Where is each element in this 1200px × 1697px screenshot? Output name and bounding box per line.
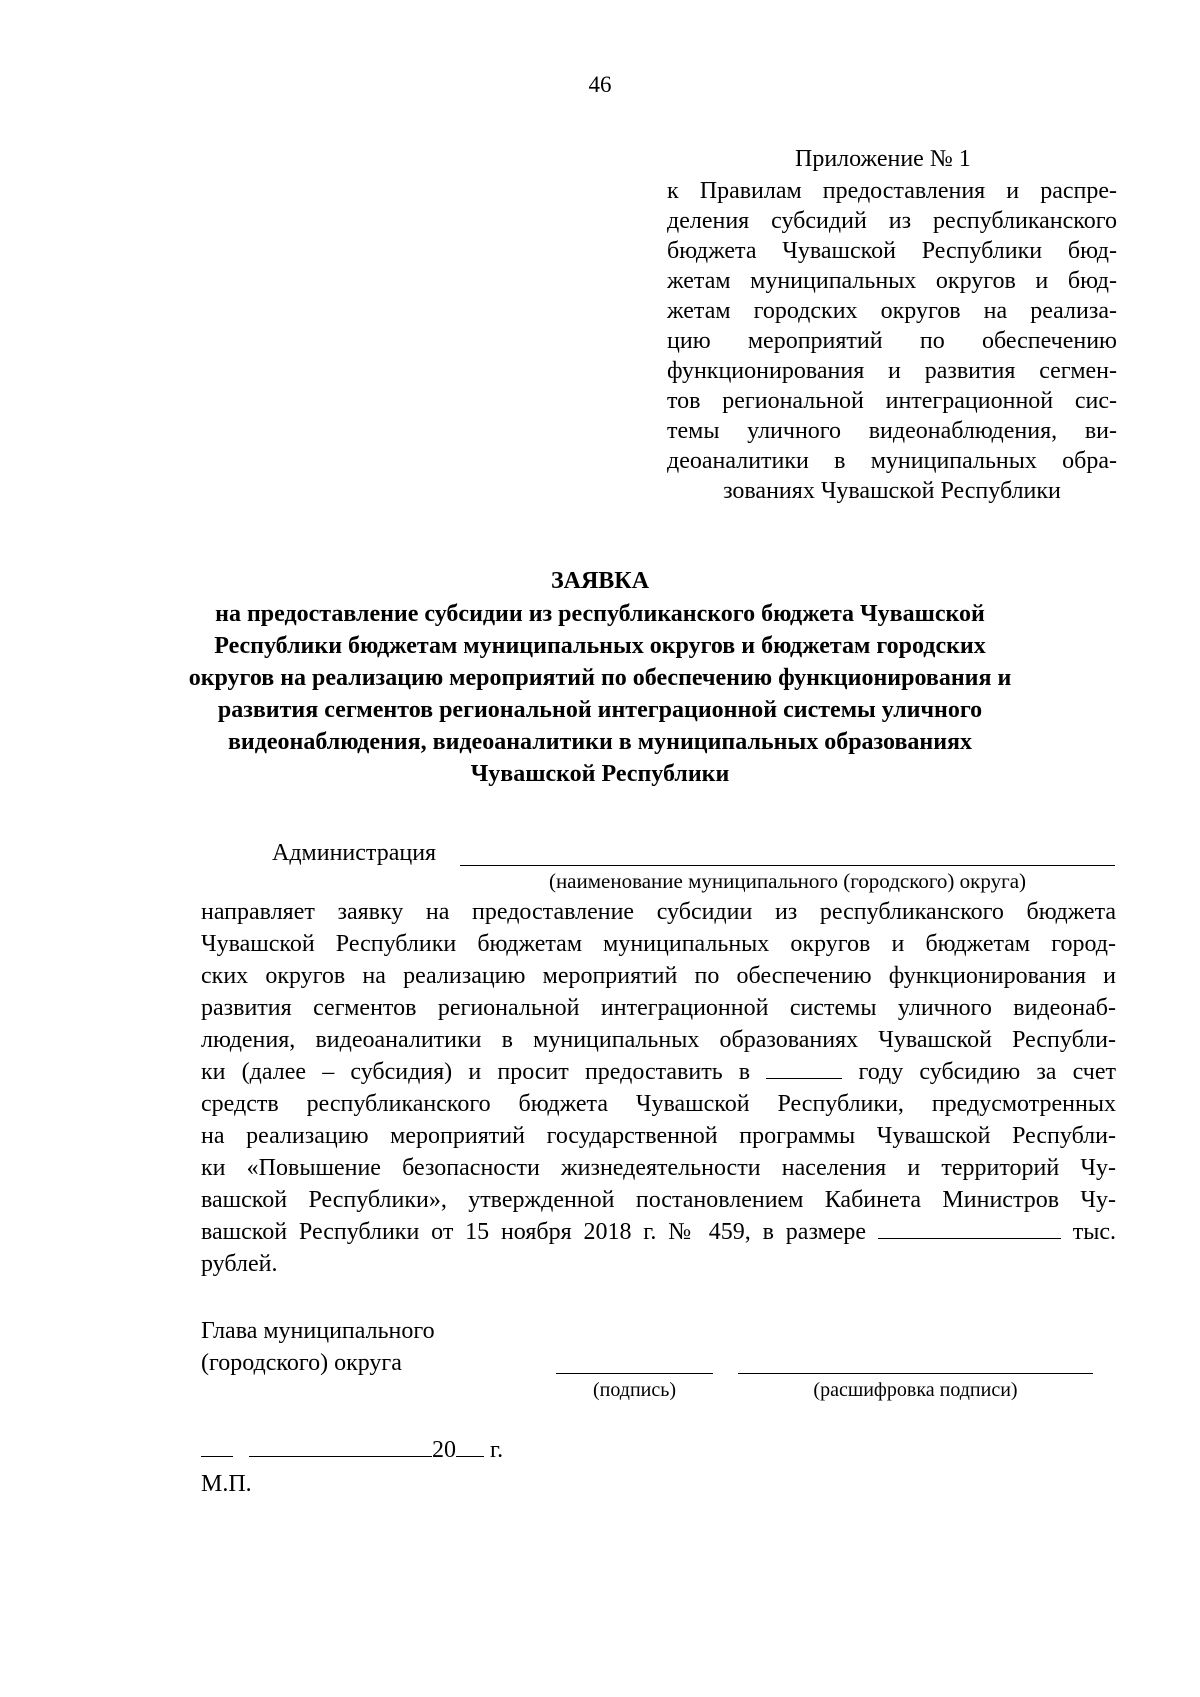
appendix-line: темы уличного видеонаблюдения, ви- (667, 418, 1117, 444)
stamp-placeholder: М.П. (201, 1471, 252, 1497)
title-line: Республики бюджетам муниципальных округов и бюджетам городских (214, 633, 986, 659)
body-line: Чувашской Республики бюджетам муниципальных округов и бюджетам город- (201, 931, 1116, 957)
appendix-line: жетам муниципальных округов и бюд- (667, 268, 1117, 294)
title-line: на предоставление субсидии из республиканского бюджета Чувашской (215, 601, 985, 627)
signature-field[interactable] (556, 1373, 713, 1374)
body-line: направляет заявку на предоставление субсидии из республиканского бюджета (201, 899, 1116, 925)
body-line: рублей. (201, 1251, 278, 1277)
appendix-line: зованиях Чувашской Республики (723, 478, 1061, 504)
appendix-line: бюджета Чувашской Республики бюд- (667, 238, 1117, 264)
administration-label: Администрация (272, 840, 437, 866)
title-line: развития сегментов региональной интеграционной системы уличного (217, 697, 983, 723)
body-line (201, 1056, 1116, 1088)
amount-blank-field[interactable] (878, 1218, 1061, 1239)
date-year-blank-field[interactable] (456, 1436, 484, 1457)
signature-decode-caption: (расшифровка подписи) (813, 1379, 1018, 1401)
year-prefix: 20 (432, 1437, 456, 1463)
title-line: Чувашской Республики (470, 761, 730, 787)
body-text: ки (далее – субсидия) и просит предоставить в (201, 1059, 751, 1085)
year-blank-field[interactable] (766, 1058, 842, 1079)
appendix-line: к Правилам предоставления и распре- (667, 178, 1117, 204)
body-line: развития сегментов региональной интеграционной системы уличного видеонаб- (201, 995, 1116, 1021)
page-number: 46 (588, 72, 612, 97)
signature-caption: (подпись) (592, 1379, 677, 1401)
body-line: ских округов на реализацию мероприятий по обеспечению функционирования и (201, 963, 1116, 989)
body-line: вашской Республики», утвержденной постановлением Кабинета Министров Чу- (201, 1187, 1116, 1213)
body-line: на реализацию мероприятий государственной программы Чувашской Республи- (201, 1123, 1116, 1149)
body-line: ки «Повышение безопасности жизнедеятельности населения и территорий Чу- (201, 1155, 1116, 1181)
appendix-line: деления субсидий из республиканского (667, 208, 1117, 234)
title-line: видеонаблюдения, видеоаналитики в муниципальных образованиях (227, 729, 973, 755)
head-title-line: Глава муниципального (201, 1318, 435, 1344)
appendix-line: цию мероприятий по обеспечению (667, 328, 1117, 354)
body-line: людения, видеоаналитики в муниципальных образованиях Чувашской Республи- (201, 1027, 1116, 1053)
body-text: вашской Республики от 15 ноября 2018 г. № 459, в размере (201, 1219, 867, 1245)
appendix-line: деоаналитики в муниципальных обра- (667, 448, 1117, 474)
year-suffix: г. (490, 1437, 504, 1463)
appendix-label: Приложение № 1 (795, 146, 971, 172)
day-blank-field[interactable] (201, 1436, 233, 1457)
head-title-line: (городского) округа (201, 1350, 402, 1376)
title-line: округов на реализацию мероприятий по обеспечению функционирования и (188, 665, 1012, 691)
body-text: тыс. (1072, 1219, 1117, 1245)
appendix-line: тов региональной интеграционной сис- (667, 388, 1117, 414)
date-row (201, 1434, 503, 1466)
body-line (201, 1216, 1116, 1248)
month-blank-field[interactable] (249, 1436, 432, 1457)
appendix-line: функционирования и развития сегмен- (667, 358, 1117, 384)
document-title: ЗАЯВКА (550, 568, 650, 594)
body-line: средств республиканского бюджета Чувашской Республики, предусмотренных (201, 1091, 1116, 1117)
body-text: году субсидию за счет (858, 1059, 1117, 1085)
administration-caption: (наименование муниципального (городского) округа) (548, 869, 1027, 893)
appendix-line: жетам городских округов на реализа- (667, 298, 1117, 324)
administration-name-field[interactable] (460, 865, 1115, 866)
signature-decode-field[interactable] (738, 1373, 1093, 1374)
